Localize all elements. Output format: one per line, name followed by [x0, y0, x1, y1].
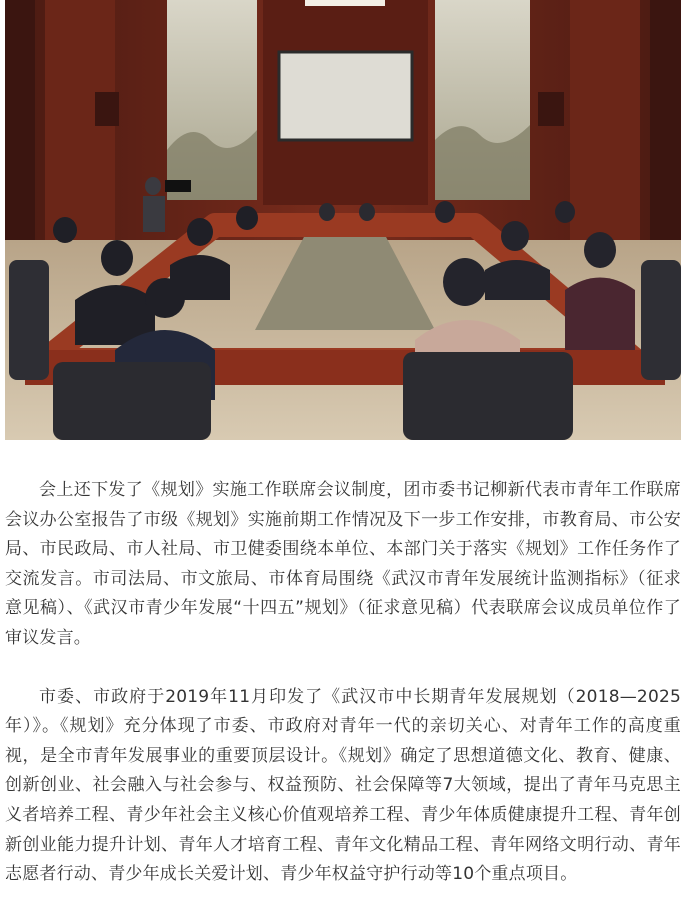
- meeting-photo: [5, 0, 681, 440]
- meeting-room-photo-icon: [5, 0, 681, 440]
- article-body: [5, 476, 681, 890]
- paragraph-2: 市委、市政府于2019年11月印发了《武汉市中长期青年发展规划（2018—2025年）》。《规划》充分体现了市委、市政府对青年一代的亲切关心、对青年工作的高度重视，是全市青年发展事业的重要顶层设计。《规划》确定了思想道德文化、教育、健康、创新创业、社会融入与社会参与、权益预防、社会保障等7大领域，提出了青年马克思主义者培养工程、青少年社会主义核心价值观培养工程、青少年体质健康提升工程、青年创新创业能力提升计划、青年人才培育工程、青年文化精品工程、青年网络文明行动、青年志愿者行动、青少年成长关爱计划、青少年权益守护行动等10个重点项目。: [5, 686, 681, 885]
- paragraph-1: 会上还下发了《规划》实施工作联席会议制度，团市委书记柳新代表市青年工作联席会议办公室报告了市级《规划》实施前期工作情况及下一步工作安排，市教育局、市公安局、市民政局、市人社局、市卫健委围绕本单位、本部门关于落实《规划》工作任务作了交流发言。市司法局、市文旅局、市体育局围绕《武汉市青年发展统计监测指标》（征求意见稿）、《武汉市青少年发展“十四五”规划》（征求意见稿）代表联席会议成员单位作了审议发言。: [5, 480, 681, 648]
